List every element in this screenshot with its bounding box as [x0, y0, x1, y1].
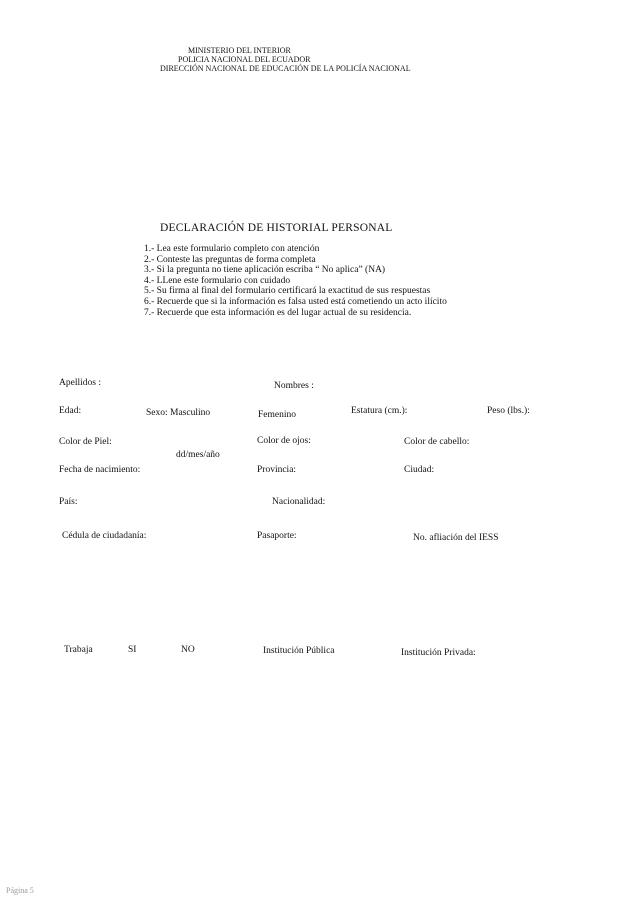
label-peso: Peso (lbs.):: [487, 406, 530, 416]
label-nacionalidad: Nacionalidad:: [272, 497, 326, 507]
label-color-ojos: Color de ojos:: [257, 436, 311, 446]
label-color-piel: Color de Piel:: [59, 437, 112, 447]
header-direccion: DIRECCIÓN NACIONAL DE EDUCACIÓN DE LA POLICÍA NACIONAL: [160, 64, 411, 73]
label-no: NO: [181, 645, 195, 655]
label-pasaporte: Pasaporte:: [257, 531, 297, 541]
label-edad: Edad:: [59, 406, 82, 416]
instruction-item: 6.- Recuerde que si la información es falsa usted está cometiendo un acto ilícito: [144, 296, 447, 307]
label-sexo-masculino: Sexo: Masculino: [146, 408, 211, 418]
instructions-list: [144, 244, 447, 318]
instruction-item: 3.- Si la pregunta no tiene aplicación escriba “ No aplica” (NA): [144, 265, 386, 276]
page-number: Página 5: [6, 886, 34, 895]
label-nombres: Nombres :: [274, 381, 314, 391]
label-si: SI: [128, 645, 137, 655]
instruction-item: 5.- Su firma al final del formulario certificará la exactitud de sus respuestas: [144, 286, 431, 297]
instruction-item: 1.- Lea este formulario completo con atención: [144, 244, 320, 254]
label-estatura: Estatura (cm.):: [351, 406, 408, 416]
label-pais: País:: [59, 497, 78, 507]
label-fecha-nacimiento: Fecha de nacimiento:: [59, 465, 141, 475]
label-institucion-privada: Institución Privada:: [401, 648, 476, 658]
label-institucion-publica: Institución Pública: [263, 646, 335, 656]
label-trabaja: Trabaja: [64, 645, 93, 655]
document-title: DECLARACIÓN DE HISTORIAL PERSONAL: [160, 222, 393, 234]
label-provincia: Provincia:: [257, 465, 297, 475]
label-iess: No. afliación del IESS: [413, 533, 499, 543]
instruction-item: 2.- Conteste las preguntas de forma completa: [144, 254, 316, 265]
label-apellidos: Apellidos :: [59, 378, 101, 388]
label-cedula: Cédula de ciudadanía:: [62, 531, 147, 541]
instruction-item: 7.- Recuerde que esta información es del lugar actual de su residencia.: [144, 307, 412, 318]
header-policia: POLICIA NACIONAL DEL ECUADOR: [178, 55, 311, 64]
header-ministerio: MINISTERIO DEL INTERIOR: [188, 46, 291, 55]
label-color-cabello: Color de cabello:: [404, 437, 470, 447]
label-ciudad: Ciudad:: [404, 465, 435, 475]
label-femenino: Femenino: [258, 410, 296, 420]
label-fecha-formato: dd/mes/año: [176, 450, 220, 460]
instruction-item: 4.- LLene este formulario con cuidado: [144, 275, 291, 286]
